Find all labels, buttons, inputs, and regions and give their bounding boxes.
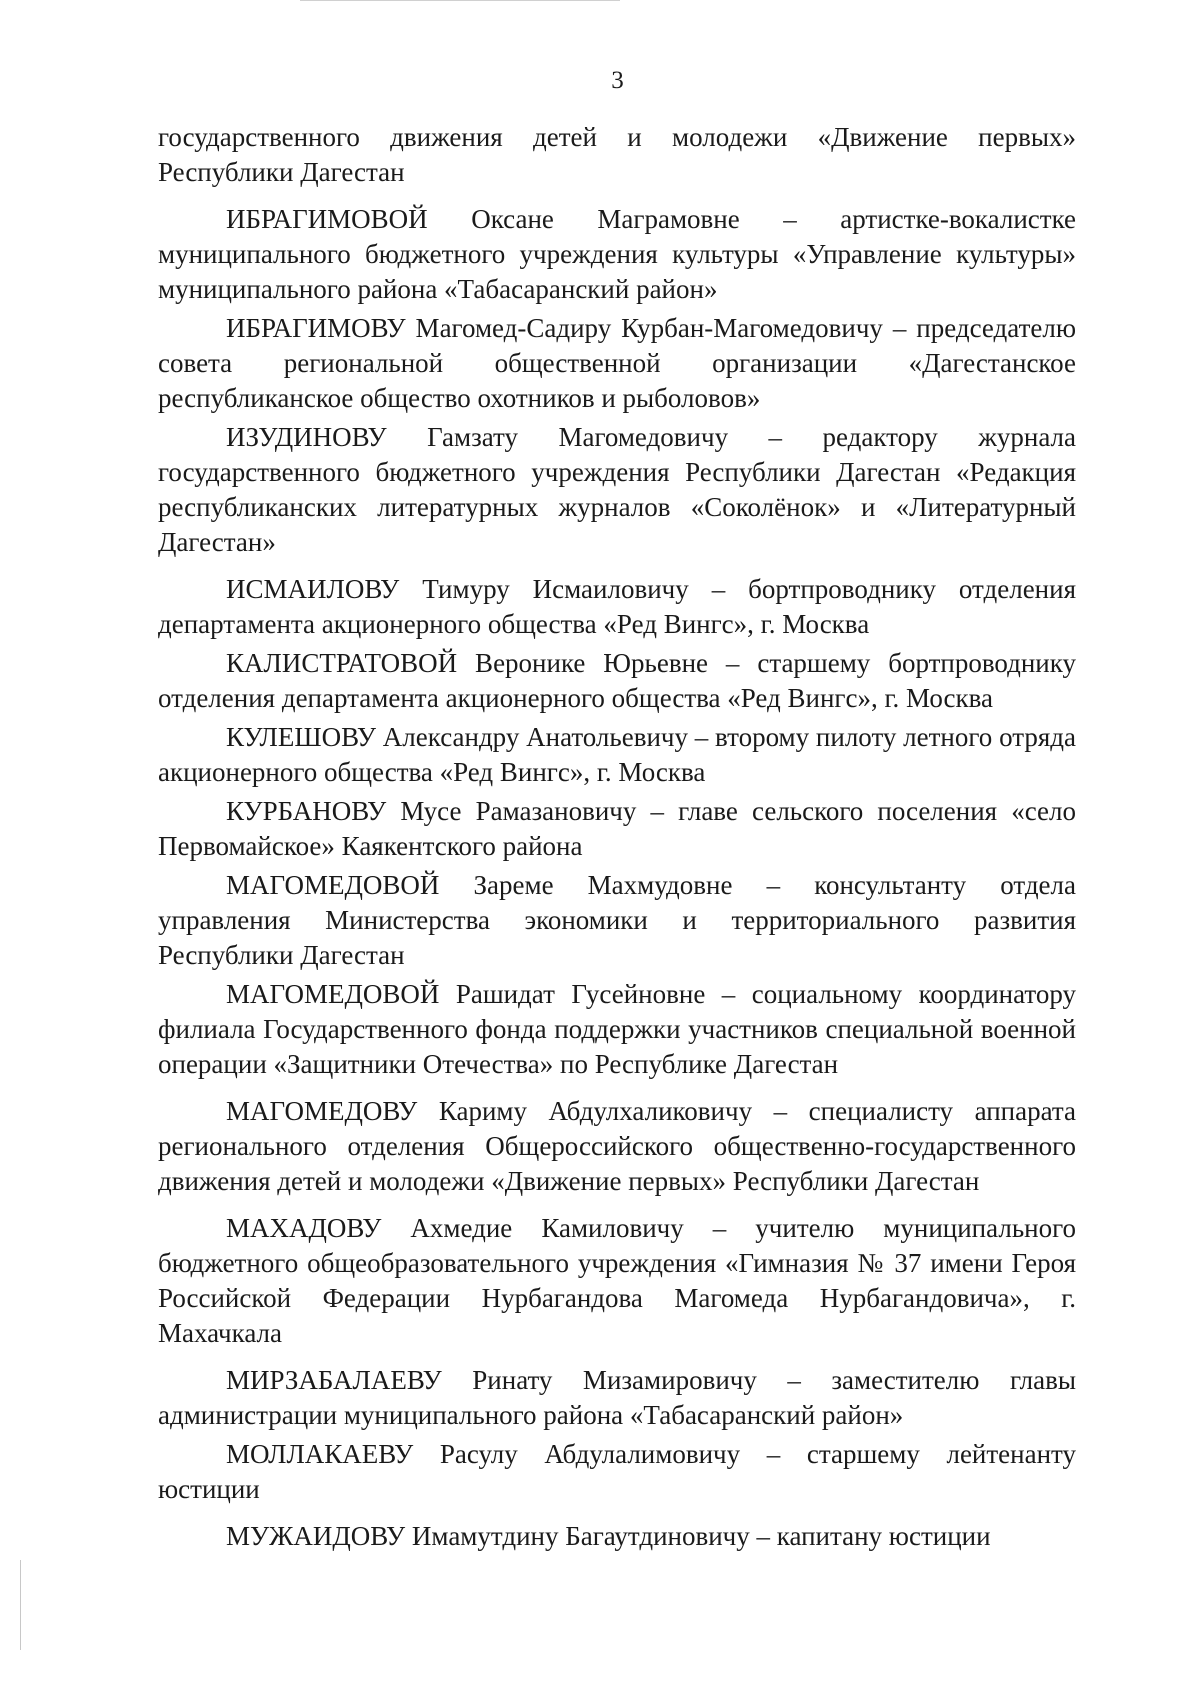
paragraph: МАГОМЕДОВОЙ Зареме Махмудовне – консультанту отдела управления Министерства экономики и территориального развития Республики Дагестан [158, 870, 1076, 970]
page-number: 3 [611, 67, 624, 94]
paragraph: КУРБАНОВУ Мусе Рамазановичу – главе сельского поселения «село Первомайское» Каякентского района [158, 796, 1076, 861]
paragraph: МУЖАИДОВУ Имамутдину Багаутдиновичу – капитану юстиции [226, 1521, 991, 1551]
paragraph: МОЛЛАКАЕВУ Расулу Абдулалимовичу – старшему лейтенанту юстиции [158, 1439, 1076, 1504]
scan-artifact-edge [20, 1560, 21, 1650]
paragraph: МИРЗАБАЛАЕВУ Ринату Мизамировичу – заместителю главы администрации муниципального района «Табасаранский район» [158, 1365, 1076, 1430]
paragraph: МАГОМЕДОВУ Кариму Абдулхаликовичу – специалисту аппарата регионального отделения Общероссийского общественно-государственного движения детей и молодежи «Движение первых» Республики Дагестан [158, 1096, 1076, 1196]
paragraph: ИСМАИЛОВУ Тимуру Исмаиловичу – бортпроводнику отделения департамента акционерного общества «Ред Вингс», г. Москва [158, 574, 1076, 639]
paragraph: ИБРАГИМОВУ Магомед-Садиру Курбан-Магомедовичу – председателю совета региональной общественной организации «Дагестанское республиканское общество охотников и рыболовов» [158, 313, 1076, 413]
paragraph: ИБРАГИМОВОЙ Оксане Маграмовне – артистке-вокалистке муниципального бюджетного учреждения культуры «Управление культуры» муниципального района «Табасаранский район» [158, 204, 1076, 304]
document-body [158, 120, 1076, 1554]
paragraph: МАГОМЕДОВОЙ Рашидат Гусейновне – социальному координатору филиала Государственного фонда поддержки участников специальной военной операции «Защитники Отечества» по Республике Дагестан [158, 979, 1076, 1079]
paragraph: КУЛЕШОВУ Александру Анатольевичу – второму пилоту летного отряда акционерного общества «Ред Вингс», г. Москва [158, 722, 1076, 787]
paragraph: МАХАДОВУ Ахмедие Камиловичу – учителю муниципального бюджетного общеобразовательного учреждения «Гимназия № 37 имени Героя Российской Федерации Нурбагандова Магомеда Нурбагандовича», г. Махачкала [158, 1213, 1076, 1348]
scan-artifact-line [300, 0, 620, 1]
paragraph: ИЗУДИНОВУ Гамзату Магомедовичу – редактору журнала государственного бюджетного учреждения Республики Дагестан «Редакция республиканских литературных журналов «Соколёнок» и «Литературный Дагестан» [158, 422, 1076, 557]
paragraph: государственного движения детей и молодежи «Движение первых» Республики Дагестан [158, 122, 1076, 187]
paragraph: КАЛИСТРАТОВОЙ Веронике Юрьевне – старшему бортпроводнику отделения департамента акционерного общества «Ред Вингс», г. Москва [158, 648, 1076, 713]
